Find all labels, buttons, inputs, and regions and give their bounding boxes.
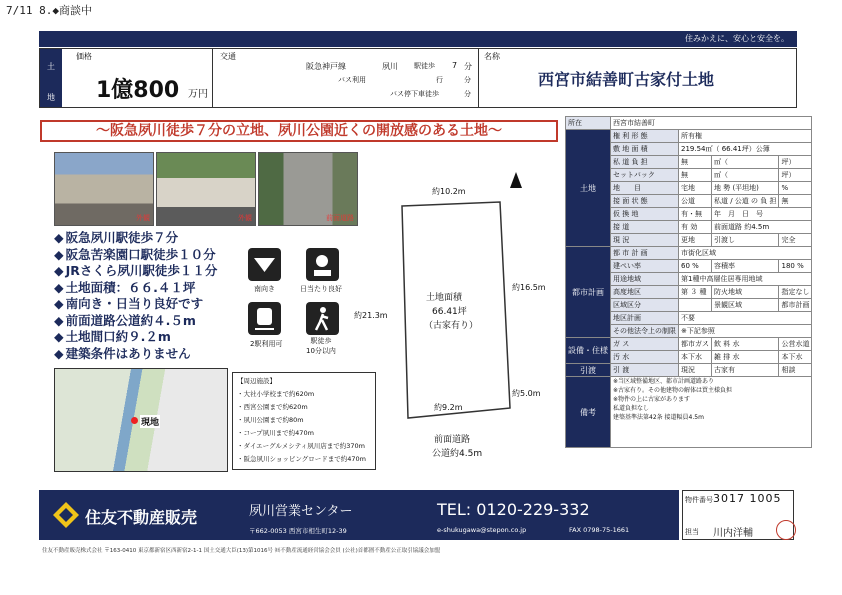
walk-label: 駅徒歩 10分以内: [306, 337, 336, 355]
table-cell: 現 況: [611, 234, 679, 247]
table-cell: 接 面 状 態: [611, 195, 679, 208]
section-remarks: 備考: [566, 377, 611, 448]
table-cell: 仮 換 地: [611, 208, 679, 221]
staff-name: 川内洋輔: [713, 528, 753, 539]
table-cell: 所有権: [679, 130, 812, 143]
table-cell: 無: [779, 195, 812, 208]
table-cell: 防火地域: [712, 286, 779, 299]
feature-item: ◆ 南向き・日当り良好です: [54, 296, 217, 313]
plan-bottom-dim: 約9.2m: [434, 403, 463, 412]
table-cell: 容積率: [712, 260, 779, 273]
facility-item: ・阪急夙川ショッピングロードまで約470m: [237, 455, 366, 463]
remark-line: 私道負担なし: [613, 405, 650, 412]
walk-icon: [306, 302, 339, 335]
address-label: 所在: [566, 117, 611, 130]
office-name: 夙川営業センター: [249, 504, 353, 519]
photo-exterior-1: [54, 152, 154, 226]
table-cell: 現況: [679, 364, 712, 377]
walk-label: 駅徒歩: [414, 62, 435, 70]
table-cell: 更地: [679, 234, 712, 247]
price-value: 1億800: [96, 78, 180, 103]
photo-label: 外観: [136, 214, 150, 222]
bus-min: 分: [464, 76, 471, 84]
min-unit: 分: [464, 62, 472, 71]
table-cell: 相談: [779, 364, 812, 377]
table-cell: 雑 排 水: [712, 351, 779, 364]
table-cell: [679, 299, 712, 312]
table-cell: 不要: [679, 312, 812, 325]
table-cell: 都 市 計 画: [611, 247, 679, 260]
feature-item: ◆ 建築条件はありません: [54, 346, 217, 363]
section-land: 土地: [566, 130, 611, 247]
table-cell: 本下水: [679, 351, 712, 364]
table-cell: 坪）: [779, 156, 812, 169]
transport-station: 夙川: [382, 62, 398, 71]
table-cell: %: [779, 182, 812, 195]
plan-area-value: 66.41坪: [432, 307, 467, 317]
staff-label: 担当: [685, 528, 699, 536]
remark-line: ※当区域整備地区、都市計画道路あり: [613, 378, 715, 385]
table-cell: 景観区域: [712, 299, 779, 312]
south-facing-label: 南向き: [254, 285, 275, 293]
sunlight-label: 日当たり良好: [300, 285, 342, 293]
fax-number: FAX 0798-75-1661: [569, 526, 630, 534]
photo-exterior-2: [156, 152, 256, 226]
footer-banner: [39, 490, 679, 540]
table-cell: 本下水: [779, 351, 812, 364]
table-cell: 敷 地 面 積: [611, 143, 679, 156]
summary-row: [39, 48, 797, 108]
office-address: 〒662-0053 西宮市相生町12-39: [249, 527, 347, 535]
bus-direction: 行: [436, 76, 443, 84]
remark-line: ※古家有り。その他建物の解体は買主様負担: [613, 387, 733, 394]
photo-label: 外観: [238, 214, 252, 222]
facility-item: ・夙川公園まで約80m: [237, 416, 304, 424]
facilities-title: 【周辺施設】: [237, 377, 276, 385]
photo-label: 前面道路: [326, 214, 354, 222]
tagline: 住みかえに、安心と安全を。: [685, 34, 789, 43]
email-address: e-shukugawa@stepon.co.jp: [437, 526, 527, 534]
transport-label: 交通: [220, 52, 236, 61]
location-map: [54, 368, 228, 472]
table-cell: 180 %: [779, 260, 812, 273]
side-label: [40, 49, 62, 107]
feature-item: ◆ 土地間口約９.２m: [54, 329, 217, 346]
remark-line: 建築基準法第42条 接道幅員4.5m: [613, 414, 704, 421]
train-icon: [248, 302, 281, 335]
table-cell: 219.54㎡（ 66.41坪）公簿: [679, 143, 812, 156]
table-cell: 年 月 日 号: [712, 208, 812, 221]
table-cell: 引渡し: [712, 234, 779, 247]
facility-item: ・コープ夙川まで約470m: [237, 429, 314, 437]
road-label: 前面道路: [434, 435, 471, 445]
table-cell: 私 道 負 担: [611, 156, 679, 169]
table-cell: 有・無: [679, 208, 712, 221]
table-cell: 坪）: [779, 169, 812, 182]
table-cell: 公道: [679, 195, 712, 208]
table-cell: 引 渡: [611, 364, 679, 377]
table-cell: 無: [679, 156, 712, 169]
table-cell: 完全: [779, 234, 812, 247]
table-cell: 区域区分: [611, 299, 679, 312]
bus-stop-min: 分: [464, 90, 471, 98]
side-label-1: 土: [47, 62, 55, 71]
walk-min: 7: [452, 61, 458, 70]
north-arrow-icon: [510, 172, 522, 188]
property-name: 西宮市結善町古家付土地: [538, 70, 715, 89]
status-note: 7/11 8.◆商談中: [6, 4, 92, 17]
plan-right-dim: 約16.5m: [512, 283, 546, 292]
table-cell: 公営水道: [779, 338, 812, 351]
plan-area-label: 土地面積: [426, 293, 463, 303]
table-cell: 私道 / 公道 の 負 担: [712, 195, 779, 208]
table-cell: 地 目: [611, 182, 679, 195]
sunlight-icon: [306, 248, 339, 281]
train-label: 2駅利用可: [250, 340, 283, 348]
name-label: 名称: [484, 52, 500, 61]
remark-line: ※物件の上に古家があります: [613, 396, 691, 403]
facility-item: ・西宮公園まで約620m: [237, 403, 308, 411]
plan-note: （古家有り）: [424, 321, 479, 331]
table-cell: 建ぺい率: [611, 260, 679, 273]
table-cell: その他法令上の制限: [611, 325, 679, 338]
feature-item: ◆ 阪急苦楽園口駅徒歩１０分: [54, 247, 217, 264]
header-bar: [39, 31, 797, 47]
table-cell: 汚 水: [611, 351, 679, 364]
table-cell: 都市計画: [779, 299, 812, 312]
company-name: 住友不動産販売: [85, 508, 198, 527]
table-cell: 60 %: [679, 260, 712, 273]
table-cell: 飲 料 水: [712, 338, 779, 351]
bus-stop: バス停下車徒歩: [390, 90, 439, 98]
nearby-facilities: [232, 372, 376, 470]
feature-item: ◆ 阪急夙川駅徒歩７分: [54, 230, 217, 247]
plan-corner-dim: 約5.0m: [512, 389, 541, 398]
table-cell: 有 効: [679, 221, 712, 234]
bus-use: バス利用: [338, 76, 366, 84]
table-cell: 無: [679, 169, 712, 182]
price-unit: 万円: [188, 89, 208, 100]
table-cell: 指定なし: [779, 286, 812, 299]
facility-item: ・ダイエーグルメシティ夙川店まで約370m: [237, 442, 365, 450]
table-cell: 用途地域: [611, 273, 679, 286]
remarks-cell: [611, 377, 812, 448]
table-cell: 第 ３ 種: [679, 286, 712, 299]
approval-stamp-icon: [776, 520, 796, 540]
code-label: 物件番号: [685, 496, 713, 504]
table-cell: 前面道路 約4.5m: [712, 221, 812, 234]
table-cell: ※下記参照: [679, 325, 812, 338]
table-cell: 市街化区域: [679, 247, 812, 260]
company-logo-icon: [53, 502, 79, 528]
property-details-table: [565, 116, 812, 448]
table-cell: 第1種中高層住居専用地域: [679, 273, 812, 286]
fine-print: 住友不動産販売株式会社 〒163-0410 東京都新宿区西新宿2-1-1 国土交通大臣(13)第1016号 ㈳不動産流通経営協会会員 (公社)首都圏不動産公正取引協議会加盟: [42, 548, 441, 554]
side-label-2: 地: [47, 93, 55, 102]
table-cell: 地 勢 (平坦地): [712, 182, 779, 195]
road-width: 公道約4.5m: [432, 449, 483, 459]
headline: 〜阪急夙川徒歩７分の立地、夙川公園近くの開放感のある土地〜: [40, 120, 558, 142]
feature-item: ◆ 前面道路公道約４.５m: [54, 313, 217, 330]
feature-item: ◆ JRさくら夙川駅徒歩１１分: [54, 263, 217, 280]
plan-top-dim: 約10.2m: [432, 187, 466, 196]
feature-list: [54, 230, 217, 362]
table-cell: ㎡（: [712, 156, 779, 169]
table-cell: 地区計画: [611, 312, 679, 325]
table-cell: 高度地区: [611, 286, 679, 299]
table-cell: 接 道: [611, 221, 679, 234]
table-cell: ガ ス: [611, 338, 679, 351]
code-value: 3017 1005: [713, 492, 782, 505]
section-facility: 設備・住様: [566, 338, 611, 364]
map-site-label: 現地: [140, 415, 160, 428]
address-value: 西宮市結善町: [611, 117, 812, 130]
table-cell: 宅地: [679, 182, 712, 195]
plan-left-dim: 約21.3m: [354, 311, 388, 320]
table-cell: セットバック: [611, 169, 679, 182]
table-cell: 権 利 形 態: [611, 130, 679, 143]
feature-item: ◆ 土地面積：６６.４１坪: [54, 280, 217, 297]
table-cell: ㎡（: [712, 169, 779, 182]
photo-road: [258, 152, 358, 226]
phone-number: TEL: 0120-229-332: [437, 500, 590, 519]
table-cell: 古家有: [712, 364, 779, 377]
facility-item: ・大社小学校まで約620m: [237, 390, 315, 398]
transport-line: 阪急神戸線: [306, 62, 346, 71]
site-marker-icon: [131, 417, 138, 424]
table-cell: 都市ガス: [679, 338, 712, 351]
south-facing-icon: [248, 248, 281, 281]
section-handover: 引渡: [566, 364, 611, 377]
section-plan: 都市計画: [566, 247, 611, 338]
price-label: 価格: [76, 52, 92, 61]
